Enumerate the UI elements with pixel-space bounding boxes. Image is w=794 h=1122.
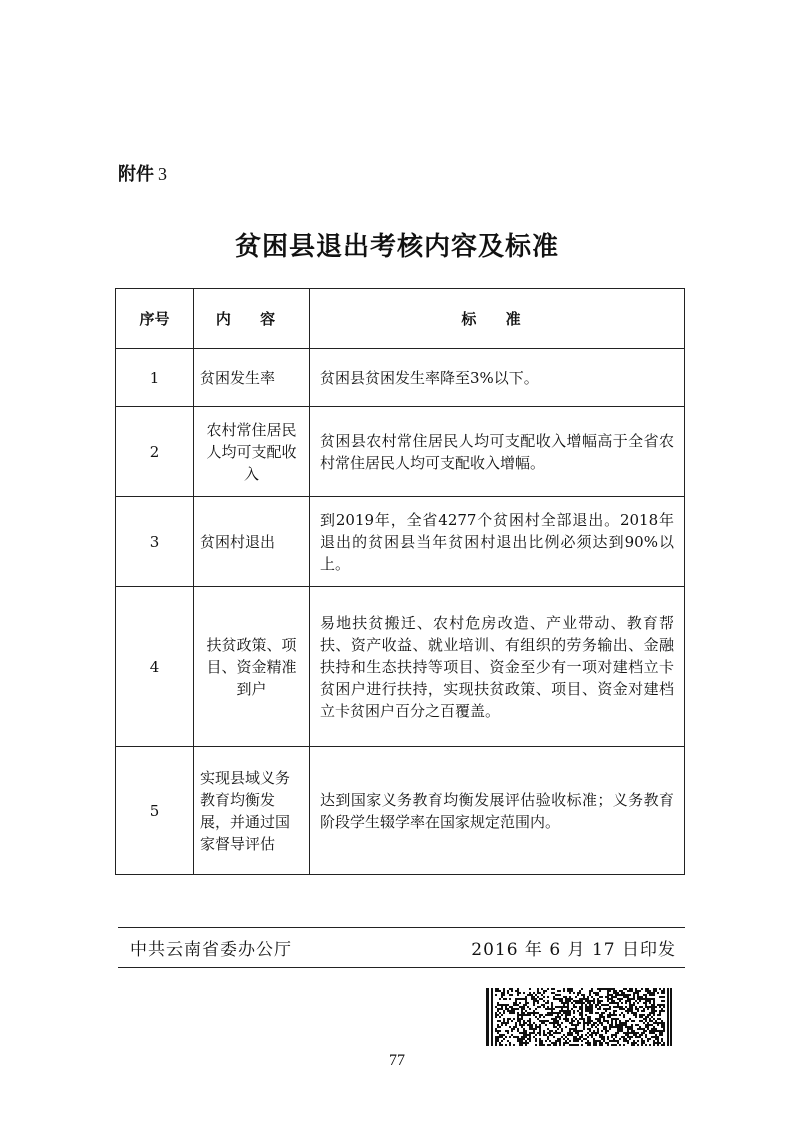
row-no: 2: [116, 407, 194, 497]
issue-date: 2016 年 6 月 17 日印发: [471, 940, 676, 960]
row-item: 实现县域义务教育均衡发展，并通过国家督导评估: [194, 747, 310, 875]
row-no: 1: [116, 349, 194, 407]
row-standard: 达到国家义务教育均衡发展评估验收标准；义务教育阶段学生辍学率在国家规定范围内。: [310, 747, 685, 875]
page-number: 77: [389, 1052, 405, 1069]
row-no: 5: [116, 747, 194, 875]
footer-bottom-rule: [118, 967, 685, 968]
table-row: [116, 349, 685, 407]
row-standard: 易地扶贫搬迁、农村危房改造、产业带动、教育帮扶、资产收益、就业培训、有组织的劳务输出、金融扶持和生态扶持等项目、资金至少有一项对建档立卡贫困户进行扶持，实现扶贫政策、项目、资金对建档立卡贫困户百分之百覆盖。: [310, 587, 685, 747]
issuer: 中共云南省委办公厅: [130, 940, 292, 960]
header-no: 序号: [116, 289, 194, 349]
table-row: [116, 587, 685, 747]
header-standard: 标 准: [310, 289, 685, 349]
row-item: 贫困村退出: [194, 497, 310, 587]
attachment-label: [118, 160, 167, 186]
table-row: [116, 407, 685, 497]
header-item: 内 容: [194, 289, 310, 349]
row-no: 4: [116, 587, 194, 747]
row-no: 3: [116, 497, 194, 587]
attachment-text: 附件: [118, 164, 154, 185]
table-header-row: [116, 289, 685, 349]
attachment-number: 3: [158, 164, 167, 184]
barcode-image: [486, 988, 672, 1046]
footer-top-rule: [118, 927, 685, 928]
row-standard: 贫困县农村常住居民人均可支配收入增幅高于全省农村常住居民人均可支配收入增幅。: [310, 407, 685, 497]
table-row: [116, 747, 685, 875]
standards-table: [115, 288, 685, 875]
row-item: 贫困发生率: [194, 349, 310, 407]
row-item: 农村常住居民人均可支配收入: [194, 407, 310, 497]
row-standard: 到2019年，全省4277个贫困村全部退出。2018年退出的贫困县当年贫困村退出比例必须达到90%以上。: [310, 497, 685, 587]
row-item: 扶贫政策、项目、资金精准到户: [194, 587, 310, 747]
row-standard: 贫困县贫困发生率降至3%以下。: [310, 349, 685, 407]
document-title: 贫困县退出考核内容及标准: [234, 232, 559, 262]
table-row: [116, 497, 685, 587]
